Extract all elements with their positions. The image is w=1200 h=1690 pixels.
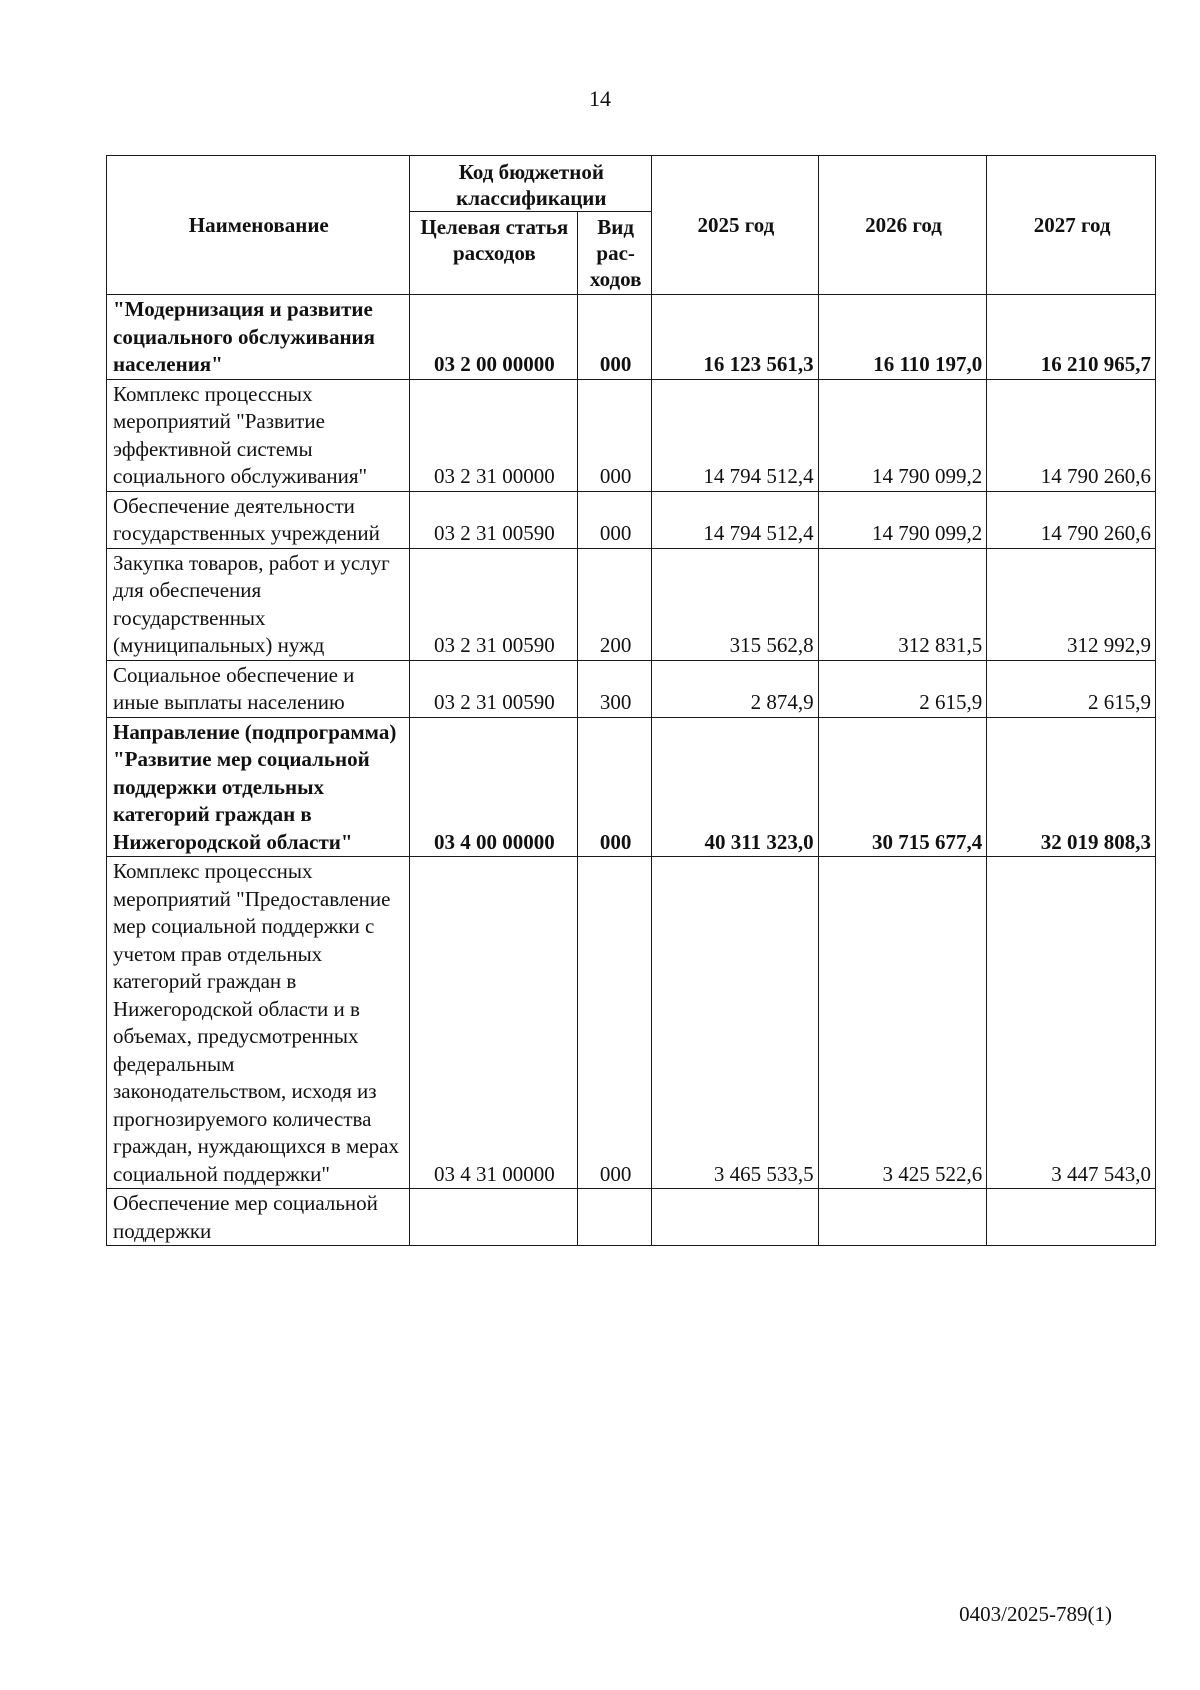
row-2026: 312 831,5 [818,548,987,660]
row-2025: 2 874,9 [652,660,818,717]
row-2025: 14 794 512,4 [652,491,818,548]
row-name: Закупка товаров, работ и услуг для обеспечения государственных (муниципальных) нужд [107,548,410,660]
row-2027: 14 790 260,6 [987,379,1156,491]
row-2026: 16 110 197,0 [818,295,987,380]
row-2027: 32 019 808,3 [987,717,1156,857]
row-name: Комплекс процессных мероприятий "Предоставление мер социальной поддержки с учетом прав отдельных категорий граждан в Нижегородской области и в объемах, предусмотренных федеральным законодательством, исходя из прогнозируемого количества граждан, нуждающихся в мерах социальной поддержки" [107,857,410,1189]
table-header-row [107,156,1156,212]
header-2025: 2025 год [652,156,818,295]
row-target-code: 03 4 00 00000 [409,717,578,857]
header-kbk: Код бюджетной классификации [409,156,652,212]
header-2026: 2026 год [818,156,987,295]
row-target-code: 03 2 31 00000 [409,379,578,491]
row-name: Обеспечение мер социальной поддержки [107,1189,410,1246]
table-row [107,857,1156,1189]
header-expense-type: Вид рас-ходов [578,212,652,295]
row-expense-type: 300 [578,660,652,717]
row-2026: 30 715 677,4 [818,717,987,857]
row-target-code: 03 2 31 00590 [409,491,578,548]
row-2026 [818,1189,987,1246]
row-name: Комплекс процессных мероприятий "Развитие эффективной системы социального обслуживания" [107,379,410,491]
row-expense-type: 000 [578,379,652,491]
row-2025: 14 794 512,4 [652,379,818,491]
table-row [107,660,1156,717]
row-2027: 312 992,9 [987,548,1156,660]
row-name: Направление (подпрограмма) "Развитие мер социальной поддержки отдельных категорий граждан в Нижегородской области" [107,717,410,857]
header-target-article: Целевая статья расходов [409,212,578,295]
row-name: "Модернизация и развитие социального обслуживания населения" [107,295,410,380]
row-2026: 14 790 099,2 [818,491,987,548]
row-2025: 315 562,8 [652,548,818,660]
row-expense-type: 000 [578,857,652,1189]
row-2027: 2 615,9 [987,660,1156,717]
row-expense-type [578,1189,652,1246]
row-expense-type: 000 [578,717,652,857]
row-expense-type: 000 [578,295,652,380]
table-row [107,717,1156,857]
row-2026: 3 425 522,6 [818,857,987,1189]
row-name: Социальное обеспечение и иные выплаты населению [107,660,410,717]
row-name: Обеспечение деятельности государственных учреждений [107,491,410,548]
table-row [107,295,1156,380]
row-2025 [652,1189,818,1246]
header-name: Наименование [107,156,410,295]
row-2025: 16 123 561,3 [652,295,818,380]
row-2027: 14 790 260,6 [987,491,1156,548]
row-target-code: 03 2 31 00590 [409,660,578,717]
table-row [107,1189,1156,1246]
page-number: 14 [589,86,611,111]
document-number: 0403/2025-789(1) [959,1602,1112,1626]
row-expense-type: 200 [578,548,652,660]
row-target-code: 03 4 31 00000 [409,857,578,1189]
header-2027: 2027 год [987,156,1156,295]
row-2026: 2 615,9 [818,660,987,717]
row-2027 [987,1189,1156,1246]
row-target-code [409,1189,578,1246]
table-row [107,548,1156,660]
row-2025: 40 311 323,0 [652,717,818,857]
row-2027: 3 447 543,0 [987,857,1156,1189]
row-2027: 16 210 965,7 [987,295,1156,380]
row-2026: 14 790 099,2 [818,379,987,491]
row-target-code: 03 2 31 00590 [409,548,578,660]
budget-table [106,155,1156,1246]
row-expense-type: 000 [578,491,652,548]
table-row [107,379,1156,491]
table-row [107,491,1156,548]
row-target-code: 03 2 00 00000 [409,295,578,380]
row-2025: 3 465 533,5 [652,857,818,1189]
